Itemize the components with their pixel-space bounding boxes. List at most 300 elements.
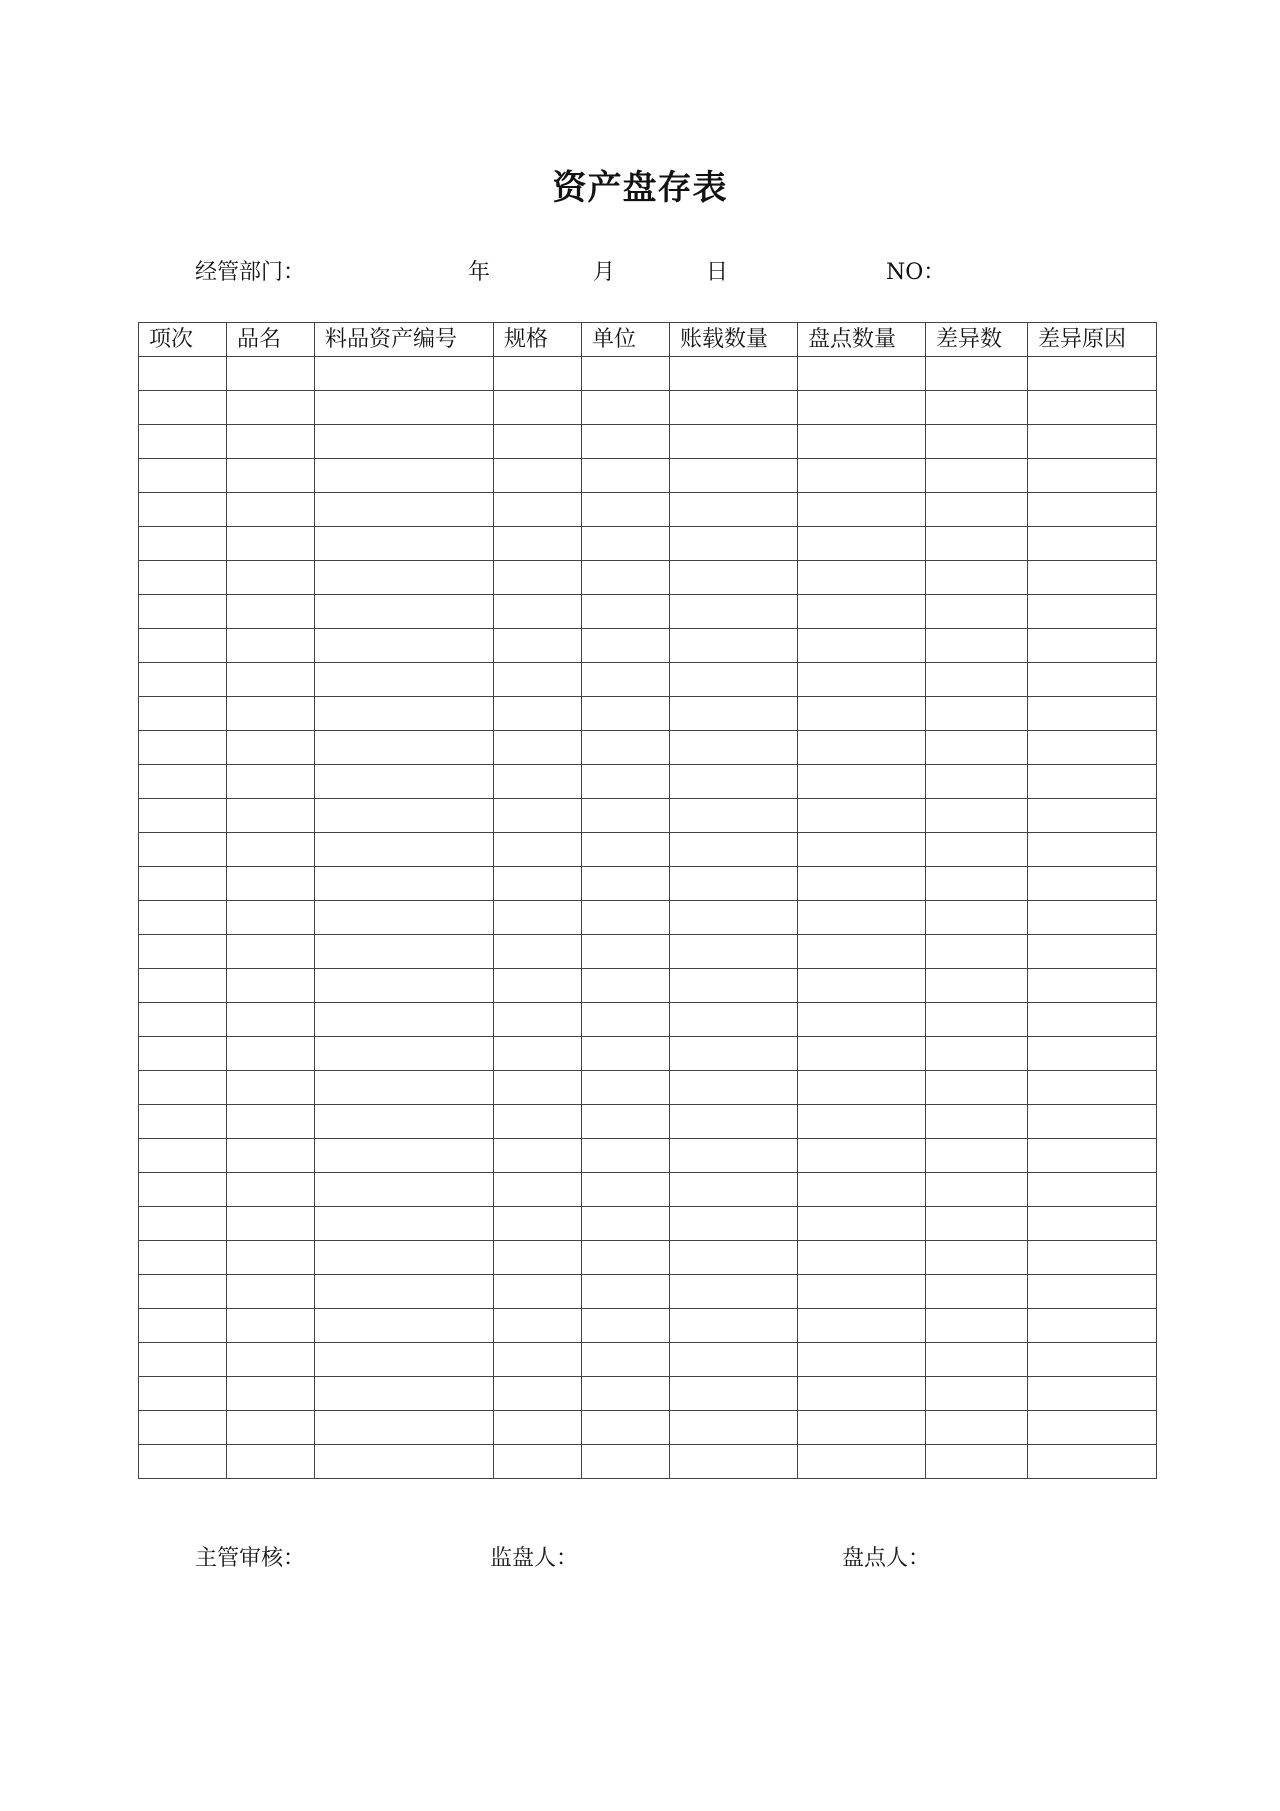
table-cell bbox=[926, 1105, 1028, 1139]
table-cell bbox=[227, 1377, 315, 1411]
table-cell bbox=[494, 969, 582, 1003]
table-row bbox=[139, 1377, 1157, 1411]
table-cell bbox=[798, 391, 926, 425]
table-header-row bbox=[139, 323, 1157, 357]
supervisor-review-label: 主管审核： bbox=[195, 1546, 306, 1571]
table-cell bbox=[139, 1105, 227, 1139]
table-cell bbox=[670, 527, 798, 561]
table-row bbox=[139, 357, 1157, 391]
table-cell bbox=[926, 1411, 1028, 1445]
table-cell bbox=[494, 1207, 582, 1241]
table-cell bbox=[227, 765, 315, 799]
table-cell bbox=[315, 561, 494, 595]
table-cell bbox=[798, 935, 926, 969]
table-cell bbox=[670, 833, 798, 867]
table-cell bbox=[798, 1037, 926, 1071]
table-cell bbox=[139, 833, 227, 867]
table-cell bbox=[670, 1207, 798, 1241]
table-cell bbox=[670, 561, 798, 595]
table-cell bbox=[494, 1411, 582, 1445]
table-cell bbox=[1028, 1309, 1157, 1343]
table-cell bbox=[315, 1105, 494, 1139]
table-row bbox=[139, 867, 1157, 901]
table-cell bbox=[926, 765, 1028, 799]
table-cell bbox=[227, 799, 315, 833]
table-cell bbox=[1028, 765, 1157, 799]
table-cell bbox=[139, 731, 227, 765]
table-cell bbox=[139, 1071, 227, 1105]
table-cell bbox=[582, 731, 670, 765]
table-cell bbox=[227, 1071, 315, 1105]
table-cell bbox=[227, 629, 315, 663]
table-cell bbox=[139, 1343, 227, 1377]
table-cell bbox=[798, 595, 926, 629]
table-cell bbox=[670, 1275, 798, 1309]
table-cell bbox=[1028, 697, 1157, 731]
table-row bbox=[139, 425, 1157, 459]
table-cell bbox=[227, 731, 315, 765]
table-cell bbox=[315, 1207, 494, 1241]
table-row bbox=[139, 391, 1157, 425]
table-cell bbox=[494, 867, 582, 901]
table-cell bbox=[798, 799, 926, 833]
table-cell bbox=[1028, 1241, 1157, 1275]
table-cell bbox=[670, 1309, 798, 1343]
table-cell bbox=[315, 935, 494, 969]
table-cell bbox=[1028, 833, 1157, 867]
table-cell bbox=[926, 1309, 1028, 1343]
table-cell bbox=[315, 1275, 494, 1309]
table-cell bbox=[582, 1411, 670, 1445]
table-cell bbox=[494, 663, 582, 697]
table-cell bbox=[926, 1445, 1028, 1479]
table-cell bbox=[798, 833, 926, 867]
table-cell bbox=[582, 867, 670, 901]
table-cell bbox=[1028, 391, 1157, 425]
table-row bbox=[139, 697, 1157, 731]
table-row bbox=[139, 1003, 1157, 1037]
form-header-fields bbox=[0, 258, 1280, 288]
table-cell bbox=[670, 1003, 798, 1037]
table-cell bbox=[227, 527, 315, 561]
table-cell bbox=[315, 969, 494, 1003]
table-cell bbox=[670, 459, 798, 493]
table-row bbox=[139, 1445, 1157, 1479]
table-cell bbox=[926, 1343, 1028, 1377]
table-cell bbox=[315, 1071, 494, 1105]
table-row bbox=[139, 663, 1157, 697]
table-row bbox=[139, 561, 1157, 595]
table-cell bbox=[315, 799, 494, 833]
table-cell bbox=[926, 595, 1028, 629]
table-cell bbox=[926, 1173, 1028, 1207]
table-cell bbox=[139, 1207, 227, 1241]
inventory-counter-label: 盘点人： bbox=[842, 1546, 931, 1571]
table-cell bbox=[494, 1105, 582, 1139]
table-cell bbox=[1028, 493, 1157, 527]
table-cell bbox=[494, 1241, 582, 1275]
table-cell bbox=[315, 1003, 494, 1037]
table-cell bbox=[1028, 425, 1157, 459]
table-cell bbox=[582, 493, 670, 527]
table-cell bbox=[798, 1241, 926, 1275]
table-cell bbox=[315, 1309, 494, 1343]
table-cell bbox=[670, 799, 798, 833]
table-cell bbox=[798, 1309, 926, 1343]
table-cell bbox=[227, 935, 315, 969]
table-cell bbox=[227, 425, 315, 459]
table-cell bbox=[582, 697, 670, 731]
table-cell bbox=[494, 493, 582, 527]
table-row bbox=[139, 833, 1157, 867]
table-cell bbox=[582, 527, 670, 561]
table-cell bbox=[926, 1037, 1028, 1071]
table-cell bbox=[798, 901, 926, 935]
table-cell bbox=[139, 629, 227, 663]
table-cell bbox=[582, 1377, 670, 1411]
table-cell bbox=[670, 493, 798, 527]
table-cell bbox=[139, 1411, 227, 1445]
table-cell bbox=[582, 1445, 670, 1479]
table-cell bbox=[139, 1003, 227, 1037]
table-cell bbox=[315, 731, 494, 765]
table-cell bbox=[798, 1003, 926, 1037]
no-label: NO： bbox=[886, 260, 946, 285]
table-cell bbox=[582, 1275, 670, 1309]
table-cell bbox=[1028, 1139, 1157, 1173]
table-cell bbox=[1028, 1173, 1157, 1207]
table-cell bbox=[582, 1173, 670, 1207]
table-cell bbox=[582, 1003, 670, 1037]
table-cell bbox=[315, 1139, 494, 1173]
department-label: 经管部门： bbox=[195, 260, 306, 285]
table-cell bbox=[926, 459, 1028, 493]
table-cell bbox=[494, 1071, 582, 1105]
table-cell bbox=[1028, 1003, 1157, 1037]
table-cell bbox=[1028, 1071, 1157, 1105]
table-cell bbox=[670, 969, 798, 1003]
table-cell bbox=[798, 1139, 926, 1173]
table-cell bbox=[315, 867, 494, 901]
table-cell bbox=[1028, 357, 1157, 391]
column-header-unit: 单位 bbox=[582, 323, 670, 357]
table-cell bbox=[670, 1105, 798, 1139]
table-cell bbox=[227, 391, 315, 425]
table-cell bbox=[670, 1241, 798, 1275]
table-row bbox=[139, 1411, 1157, 1445]
table-cell bbox=[926, 561, 1028, 595]
table-row bbox=[139, 799, 1157, 833]
table-cell bbox=[1028, 935, 1157, 969]
table-cell bbox=[315, 459, 494, 493]
table-cell bbox=[227, 1037, 315, 1071]
table-cell bbox=[670, 935, 798, 969]
table-cell bbox=[1028, 1377, 1157, 1411]
table-cell bbox=[926, 425, 1028, 459]
table-cell bbox=[1028, 527, 1157, 561]
table-cell bbox=[139, 1445, 227, 1479]
table-cell bbox=[227, 1343, 315, 1377]
table-cell bbox=[494, 833, 582, 867]
table-cell bbox=[926, 527, 1028, 561]
table-row bbox=[139, 1037, 1157, 1071]
table-cell bbox=[926, 1207, 1028, 1241]
table-cell bbox=[582, 969, 670, 1003]
table-cell bbox=[582, 833, 670, 867]
table-cell bbox=[926, 357, 1028, 391]
table-cell bbox=[670, 629, 798, 663]
table-cell bbox=[1028, 1105, 1157, 1139]
column-header-difference-reason: 差异原因 bbox=[1028, 323, 1157, 357]
table-cell bbox=[582, 1241, 670, 1275]
table-cell bbox=[315, 493, 494, 527]
table-cell bbox=[227, 561, 315, 595]
table-cell bbox=[798, 1207, 926, 1241]
table-cell bbox=[670, 731, 798, 765]
table-cell bbox=[798, 1173, 926, 1207]
table-cell bbox=[494, 1275, 582, 1309]
table-row bbox=[139, 935, 1157, 969]
table-cell bbox=[670, 1377, 798, 1411]
table-row bbox=[139, 1173, 1157, 1207]
table-cell bbox=[139, 1309, 227, 1343]
table-cell bbox=[1028, 867, 1157, 901]
table-cell bbox=[1028, 595, 1157, 629]
table-cell bbox=[139, 391, 227, 425]
table-cell bbox=[798, 1343, 926, 1377]
column-header-book-quantity: 账载数量 bbox=[670, 323, 798, 357]
table-cell bbox=[494, 799, 582, 833]
table-cell bbox=[227, 1241, 315, 1275]
table-row bbox=[139, 1343, 1157, 1377]
table-cell bbox=[582, 935, 670, 969]
table-cell bbox=[494, 1343, 582, 1377]
table-cell bbox=[315, 1343, 494, 1377]
table-cell bbox=[1028, 561, 1157, 595]
table-cell bbox=[1028, 1037, 1157, 1071]
table-cell bbox=[227, 969, 315, 1003]
table-cell bbox=[798, 1411, 926, 1445]
table-cell bbox=[139, 1139, 227, 1173]
table-row bbox=[139, 1275, 1157, 1309]
table-cell bbox=[139, 867, 227, 901]
year-label: 年 bbox=[468, 260, 491, 285]
table-cell bbox=[670, 1411, 798, 1445]
column-header-asset-code: 料品资产编号 bbox=[315, 323, 494, 357]
table-cell bbox=[227, 1275, 315, 1309]
table-cell bbox=[227, 595, 315, 629]
table-cell bbox=[227, 833, 315, 867]
table-cell bbox=[139, 459, 227, 493]
table-cell bbox=[582, 1207, 670, 1241]
table-cell bbox=[582, 629, 670, 663]
table-cell bbox=[494, 527, 582, 561]
month-label: 月 bbox=[593, 260, 616, 285]
table-cell bbox=[798, 731, 926, 765]
table-cell bbox=[798, 1377, 926, 1411]
table-cell bbox=[227, 1207, 315, 1241]
table-row bbox=[139, 1309, 1157, 1343]
table-cell bbox=[582, 1343, 670, 1377]
column-header-counted-quantity: 盘点数量 bbox=[798, 323, 926, 357]
table-cell bbox=[139, 561, 227, 595]
table-cell bbox=[1028, 1207, 1157, 1241]
table-cell bbox=[798, 969, 926, 1003]
table-row bbox=[139, 595, 1157, 629]
table-cell bbox=[315, 1445, 494, 1479]
table-row bbox=[139, 1139, 1157, 1173]
table-cell bbox=[139, 901, 227, 935]
table-cell bbox=[582, 1071, 670, 1105]
table-cell bbox=[494, 459, 582, 493]
table-cell bbox=[494, 629, 582, 663]
table-row bbox=[139, 765, 1157, 799]
table-cell bbox=[926, 799, 1028, 833]
table-cell bbox=[582, 663, 670, 697]
table-row bbox=[139, 731, 1157, 765]
table-cell bbox=[315, 765, 494, 799]
table-cell bbox=[315, 1037, 494, 1071]
table-cell bbox=[798, 425, 926, 459]
table-cell bbox=[670, 663, 798, 697]
table-cell bbox=[227, 1173, 315, 1207]
table-cell bbox=[494, 697, 582, 731]
table-cell bbox=[798, 357, 926, 391]
table-cell bbox=[926, 1071, 1028, 1105]
table-row bbox=[139, 969, 1157, 1003]
table-cell bbox=[494, 1139, 582, 1173]
table-cell bbox=[798, 527, 926, 561]
table-cell bbox=[139, 1275, 227, 1309]
table-cell bbox=[798, 663, 926, 697]
page-title: 资产盘存表 bbox=[552, 168, 728, 208]
table-cell bbox=[227, 1445, 315, 1479]
table-cell bbox=[315, 697, 494, 731]
table-cell bbox=[1028, 629, 1157, 663]
day-label: 日 bbox=[706, 260, 729, 285]
table-cell bbox=[227, 357, 315, 391]
table-cell bbox=[227, 663, 315, 697]
table-cell bbox=[227, 459, 315, 493]
column-header-item-no: 项次 bbox=[139, 323, 227, 357]
table-cell bbox=[227, 1105, 315, 1139]
table-cell bbox=[315, 629, 494, 663]
table-cell bbox=[926, 935, 1028, 969]
table-cell bbox=[139, 1377, 227, 1411]
table-cell bbox=[315, 1173, 494, 1207]
table-cell bbox=[670, 867, 798, 901]
table-cell bbox=[227, 901, 315, 935]
table-row bbox=[139, 901, 1157, 935]
table-cell bbox=[139, 493, 227, 527]
table-cell bbox=[670, 1037, 798, 1071]
table-row bbox=[139, 1071, 1157, 1105]
table-cell bbox=[494, 425, 582, 459]
table-cell bbox=[139, 799, 227, 833]
table-cell bbox=[494, 1445, 582, 1479]
table-cell bbox=[1028, 663, 1157, 697]
table-row bbox=[139, 493, 1157, 527]
table-cell bbox=[798, 697, 926, 731]
table-cell bbox=[315, 1241, 494, 1275]
table-cell bbox=[926, 663, 1028, 697]
table-cell bbox=[582, 459, 670, 493]
table-cell bbox=[582, 1309, 670, 1343]
table-cell bbox=[670, 1445, 798, 1479]
table-cell bbox=[670, 697, 798, 731]
table-cell bbox=[494, 1037, 582, 1071]
table-cell bbox=[670, 1173, 798, 1207]
table-cell bbox=[670, 1139, 798, 1173]
table-cell bbox=[926, 969, 1028, 1003]
table-cell bbox=[670, 1071, 798, 1105]
table-cell bbox=[798, 493, 926, 527]
table-cell bbox=[494, 1003, 582, 1037]
table-cell bbox=[670, 901, 798, 935]
table-cell bbox=[1028, 901, 1157, 935]
table-cell bbox=[1028, 1275, 1157, 1309]
table-cell bbox=[494, 765, 582, 799]
table-cell bbox=[139, 969, 227, 1003]
table-cell bbox=[494, 1173, 582, 1207]
table-cell bbox=[798, 765, 926, 799]
table-cell bbox=[139, 425, 227, 459]
table-cell bbox=[139, 1173, 227, 1207]
table-cell bbox=[798, 561, 926, 595]
table-cell bbox=[798, 1071, 926, 1105]
table-cell bbox=[494, 731, 582, 765]
table-cell bbox=[1028, 1343, 1157, 1377]
table-row bbox=[139, 1207, 1157, 1241]
table-cell bbox=[494, 935, 582, 969]
table-cell bbox=[227, 1139, 315, 1173]
table-cell bbox=[1028, 1445, 1157, 1479]
table-cell bbox=[494, 595, 582, 629]
table-cell bbox=[1028, 799, 1157, 833]
table-row bbox=[139, 629, 1157, 663]
table-cell bbox=[315, 357, 494, 391]
table-cell bbox=[670, 1343, 798, 1377]
table-cell bbox=[926, 391, 1028, 425]
table-cell bbox=[139, 595, 227, 629]
table-cell bbox=[670, 765, 798, 799]
signature-line bbox=[0, 1544, 1280, 1574]
table-cell bbox=[494, 1377, 582, 1411]
table-cell bbox=[926, 1377, 1028, 1411]
column-header-product-name: 品名 bbox=[227, 323, 315, 357]
table-row bbox=[139, 1241, 1157, 1275]
inventory-monitor-label: 监盘人： bbox=[490, 1546, 579, 1571]
table-cell bbox=[582, 765, 670, 799]
table-cell bbox=[139, 765, 227, 799]
table-cell bbox=[582, 391, 670, 425]
inventory-table bbox=[138, 322, 1157, 1479]
table-cell bbox=[926, 1139, 1028, 1173]
table-cell bbox=[1028, 731, 1157, 765]
table-cell bbox=[926, 1275, 1028, 1309]
table-cell bbox=[315, 663, 494, 697]
table-cell bbox=[926, 493, 1028, 527]
table-cell bbox=[494, 1309, 582, 1343]
table-cell bbox=[582, 357, 670, 391]
table-cell bbox=[926, 867, 1028, 901]
table-cell bbox=[1028, 969, 1157, 1003]
table-cell bbox=[227, 493, 315, 527]
table-cell bbox=[798, 1275, 926, 1309]
table-cell bbox=[315, 425, 494, 459]
table-cell bbox=[582, 561, 670, 595]
table-cell bbox=[926, 629, 1028, 663]
